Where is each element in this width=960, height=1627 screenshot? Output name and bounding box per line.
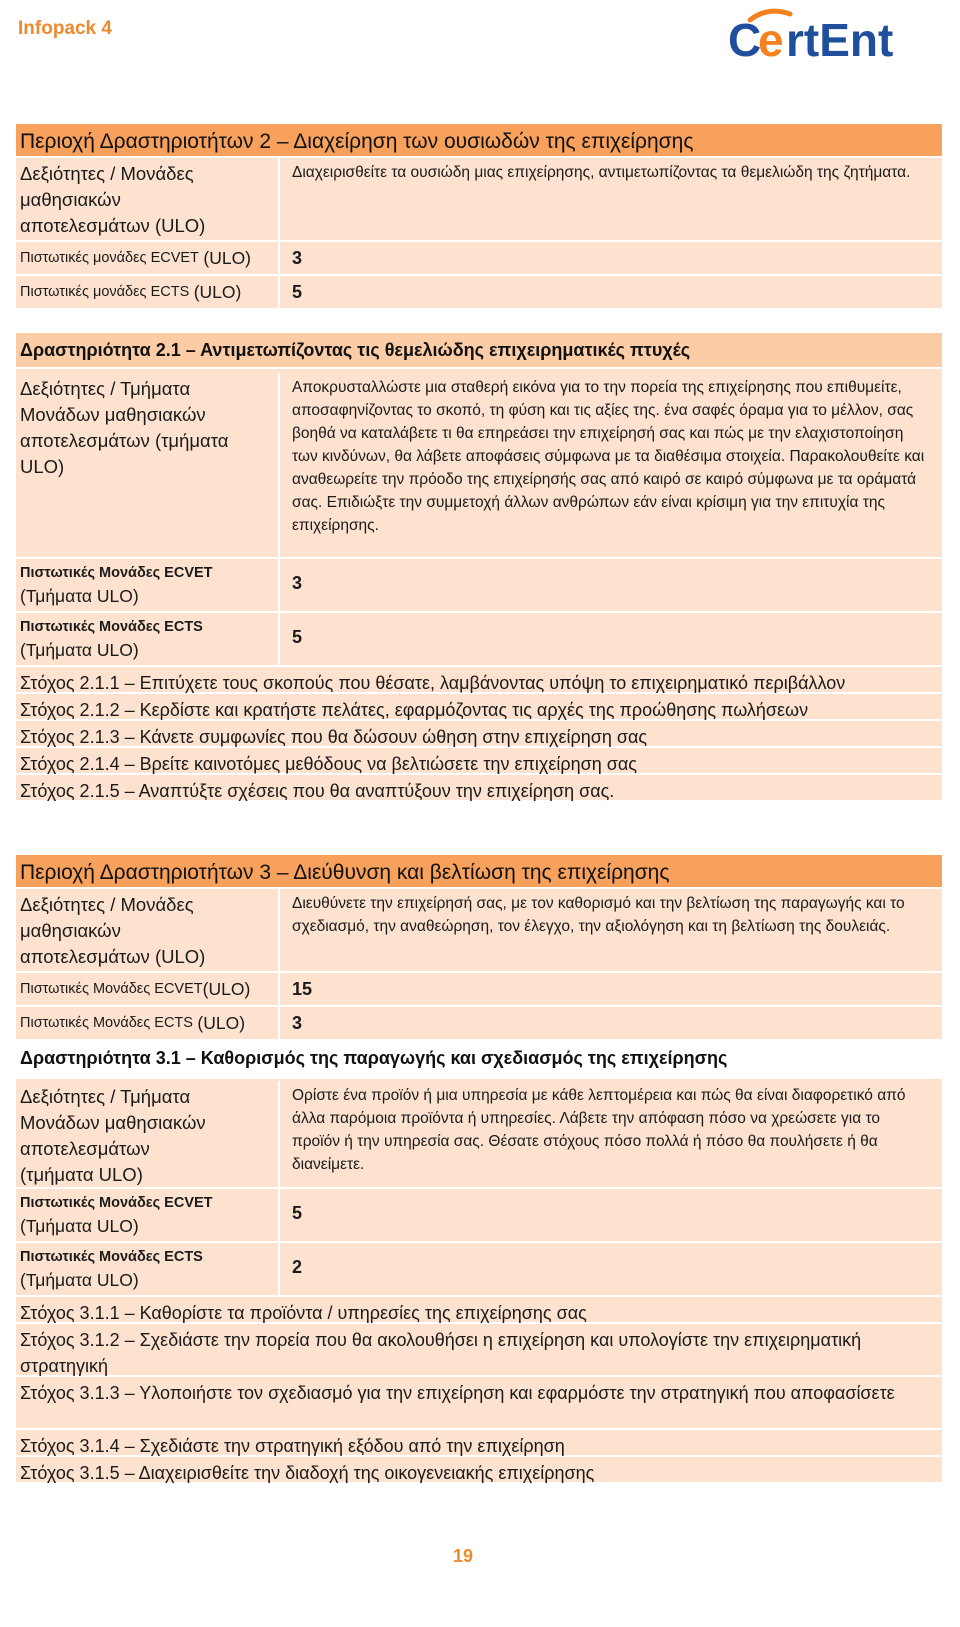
area-2-ulo-row	[16, 158, 942, 242]
activity-2-1-ects-label	[16, 613, 280, 665]
activity-3-1-title: Δραστηριότητα 3.1 – Καθορισμός της παραγωγής και σχεδιασμός της επιχείρησης	[20, 1048, 728, 1068]
svg-text:e: e	[758, 14, 784, 66]
area-3-ulo-label	[16, 889, 280, 971]
activity-3-1-ecvet-row	[16, 1189, 942, 1243]
area-3-table	[16, 855, 942, 1077]
activity-3-1-desc-row	[16, 1079, 942, 1189]
area-2-ects-row	[16, 276, 942, 310]
ects-label: Πιστωτικές Μονάδες ECTS	[20, 1015, 193, 1031]
activity-3-1-ects-label	[16, 1243, 280, 1295]
activity-2-1-ecvet-value: 3	[292, 573, 303, 593]
activity-3-1-ects-row	[16, 1243, 942, 1297]
area-2-ecvet-row	[16, 242, 942, 276]
activity-2-1-title-row	[16, 333, 942, 369]
area-2-title: Περιοχή Δραστηριοτήτων 2 – Διαχείρηση των ουσιωδών της επιχείρησης	[20, 130, 694, 153]
area-2-title-row	[16, 124, 942, 158]
ecvet-label: Πιστωτικές Μονάδες ECVET	[20, 565, 213, 581]
goal-3-1-3: Στόχος 3.1.3 – Υλοποιήστε τον σχεδιασμό για την επιχείρηση και εφαρμόστε την στρατηγική που αποφασίσετε	[20, 1383, 895, 1403]
act-label-a: Δεξιότητες / Τμήματα Μονάδων μαθησιακών αποτελεσμάτων	[20, 378, 206, 451]
goal-row	[16, 1324, 942, 1377]
ects-sub: (Τμήματα ULO)	[20, 640, 139, 660]
area-2-ecvet-value: 3	[292, 247, 303, 268]
activity-2-1-ects-value: 5	[292, 627, 303, 647]
area-3-ects-row	[16, 1007, 942, 1041]
ects-label: Πιστωτικές Μονάδες ECTS	[20, 619, 203, 635]
activity-2-1-ects-row	[16, 613, 942, 667]
area-3-ecvet-row	[16, 973, 942, 1007]
activity-2-1-label	[16, 373, 280, 557]
goal-2-1-4: Στόχος 2.1.4 – Βρείτε καινοτόμες μεθόδους να βελτιώσετε την επιχείρηση σας	[20, 754, 637, 774]
goal-3-1-4: Στόχος 3.1.4 – Σχεδιάστε την στρατηγική εξόδου από την επιχείρηση	[20, 1436, 565, 1456]
certent-logo	[728, 6, 928, 66]
activity-2-1-desc-row	[16, 369, 942, 559]
area-3-ulo-row	[16, 889, 942, 973]
activity-2-1-title: Δραστηριότητα 2.1 – Αντιμετωπίζοντας τις θεμελιώδης επιχειρηματικές πτυχές	[20, 340, 691, 360]
infopack-label: Infopack 4	[18, 18, 112, 39]
activity-2-1-desc: Αποκρυσταλλώστε μια σταθερή εικόνα για το την πορεία της επιχείρησης που επιθυμείτε, αποσαφηνίζοντας το σκοπό, τη φύση και τις αξίες της. ένα σαφές όραμα για το μέλλον, σας βοηθά να καταλάβετε τι θα επηρεάσει την επιχείρησή σας και πώς με την ελαχιστοποίηση των κινδύνων, θα λάβετε αποφάσεις σύμφωνα με τα διαθέσιμα στοιχεία. Παρακολουθείτε και αναθεωρείτε την πρόοδο της επιχείρησής σας από καιρό σε καιρό σύμφωνα με τα οράματά σας. Επιδιώξτε την συμμετοχή άλλων ανθρώπων εάν είναι κρίσιμη για την επιτυχία της επιχείρησης.	[292, 379, 925, 534]
area-2-ects-value: 5	[292, 281, 303, 302]
svg-text:C: C	[728, 14, 762, 66]
ecvet-suffix: (ULO)	[203, 248, 252, 268]
act-label-a: Δεξιότητες / Τμήματα Μονάδων μαθησιακών αποτελεσμάτων	[20, 1086, 206, 1159]
act-label-b: (τμήματα ULO)	[20, 1164, 143, 1185]
area-3-ulo-text: Διευθύνετε την επιχείρησή σας, με τον καθορισμό και την βελτίωση της παραγωγής και το σχεδιασμό, την αναθεώρηση, τον έλεγχο, την αξιολόγηση και τη βελτίωση της δουλειάς.	[292, 895, 905, 935]
ects-suffix: (ULO)	[197, 1013, 246, 1033]
ecvet-suffix: (ULO)	[202, 979, 251, 999]
ulo-label-text2: αποτελεσμάτων	[20, 215, 150, 236]
activity-3-1-title-row	[16, 1041, 942, 1077]
area-2-table	[16, 124, 942, 310]
area-3-ecvet-label	[16, 973, 280, 1005]
activity-3-1-label	[16, 1081, 280, 1187]
ecvet-sub: (Τμήματα ULO)	[20, 586, 139, 606]
goal-3-1-2: Στόχος 3.1.2 – Σχεδιάστε την πορεία που θα ακολουθήσει η επιχείρηση και υπολογίστε την επιχειρηματική στρατηγική	[20, 1330, 862, 1376]
ulo-suffix: (ULO)	[154, 215, 206, 236]
ects-sub: (Τμήματα ULO)	[20, 1270, 139, 1290]
goal-2-1-3: Στόχος 2.1.3 – Κάνετε συμφωνίες που θα δώσουν ώθηση στην επιχείρηση σας	[20, 727, 648, 747]
area-3-ects-label	[16, 1007, 280, 1039]
goal-row	[16, 748, 942, 775]
svg-text:rtEnt: rtEnt	[786, 14, 894, 66]
activity-3-1-ecvet-value: 5	[292, 1203, 303, 1223]
activity-3-1-ects-value: 2	[292, 1257, 303, 1277]
goal-2-1-5: Στόχος 2.1.5 – Αναπτύξτε σχέσεις που θα αναπτύξουν την επιχείρηση σας.	[20, 781, 615, 801]
area-2-ulo-text: Διαχειρισθείτε τα ουσιώδη μιας επιχείρησης, αντιμετωπίζοντας τα θεμελιώδη της ζητήματα.	[292, 164, 911, 181]
ecvet-label: Πιστωτικές μονάδες ECVET	[20, 250, 199, 266]
goal-row	[16, 775, 942, 802]
activity-2-1-ecvet-label	[16, 559, 280, 611]
area-3-ecvet-value: 15	[292, 978, 313, 999]
goal-3-1-1: Στόχος 3.1.1 – Καθορίστε τα προϊόντα / υπηρεσίες της επιχείρησης σας	[20, 1303, 587, 1323]
area-3-ects-value: 3	[292, 1012, 303, 1033]
activity-3-1-desc: Ορίστε ένα προϊόν ή μια υπηρεσία με κάθε λεπτομέρεια και πώς θα είναι διαφορετικό από άλλα παρόμοια προϊόντα ή υπηρεσίες. Λάβετε την απόφαση πόσο να χρεώσετε για το προϊόν ή την υπηρεσία σας. Θέσατε στόχους πόσο πολλά ή πόσο θα πουλήσετε ή θα διανείμετε.	[292, 1087, 906, 1173]
goal-row	[16, 721, 942, 748]
activity-3-1-ecvet-label	[16, 1189, 280, 1241]
goal-row	[16, 1297, 942, 1324]
goal-row	[16, 1377, 942, 1430]
goal-3-1-5: Στόχος 3.1.5 – Διαχειρισθείτε την διαδοχή της οικογενειακής επιχείρησης	[20, 1463, 595, 1483]
goal-row	[16, 1457, 942, 1484]
ulo-label-text: Δεξιότητες / Μονάδες μαθησιακών	[20, 894, 194, 941]
act-label-b: (τμήματα ULO)	[20, 430, 229, 477]
area-2-ulo-label	[16, 158, 280, 240]
ecvet-label: Πιστωτικές Μονάδες ECVET	[20, 981, 203, 997]
ects-label: Πιστωτικές Μονάδες ECTS	[20, 1249, 203, 1265]
page-number: 19	[452, 1546, 474, 1566]
area-3-title-row	[16, 855, 942, 889]
goal-row	[16, 667, 942, 694]
goal-row	[16, 694, 942, 721]
ects-label: Πιστωτικές μονάδες ECTS	[20, 284, 190, 300]
goal-row	[16, 1430, 942, 1457]
ecvet-sub: (Τμήματα ULO)	[20, 1216, 139, 1236]
area-3-title: Περιοχή Δραστηριοτήτων 3 – Διεύθυνση και βελτίωση της επιχείρησης	[20, 861, 670, 884]
ulo-label-text2: αποτελεσμάτων	[20, 946, 150, 967]
ects-suffix: (ULO)	[193, 282, 242, 302]
activity-2-1-ecvet-row	[16, 559, 942, 613]
ecvet-label: Πιστωτικές Μονάδες ECVET	[20, 1195, 213, 1211]
goal-2-1-1: Στόχος 2.1.1 – Επιτύχετε τους σκοπούς που θέσατε, λαμβάνοντας υπόψη το επιχειρηματικό περιβάλλον	[20, 673, 846, 693]
goal-2-1-2: Στόχος 2.1.2 – Κερδίστε και κρατήστε πελάτες, εφαρμόζοντας τις αρχές της προώθησης πωλήσεων	[20, 700, 809, 720]
activity-2-1-table	[16, 333, 942, 802]
area-2-ecvet-label	[16, 242, 280, 274]
area-2-ects-label	[16, 276, 280, 308]
ulo-suffix: (ULO)	[154, 946, 206, 967]
activity-3-1-table	[16, 1079, 942, 1484]
ulo-label-text: Δεξιότητες / Μονάδες μαθησιακών	[20, 163, 194, 210]
